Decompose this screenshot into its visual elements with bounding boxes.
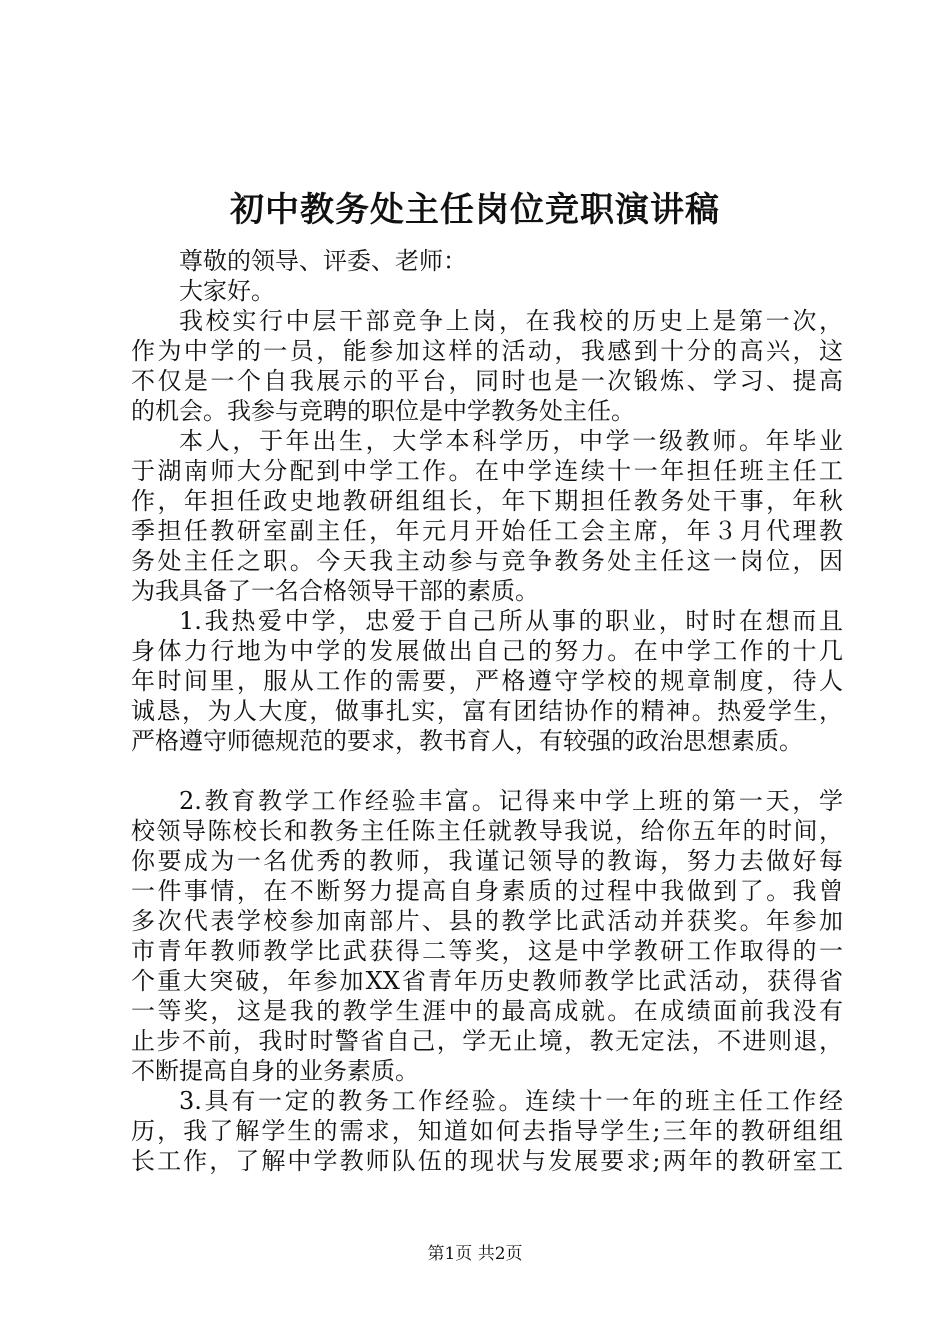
paragraph-line: 长工作，了解中学教师队伍的现状与发展要求;两年的教研室工 bbox=[131, 1147, 843, 1175]
paragraph-line: 本人，于年出生，大学本科学历，中学一级教师。年毕业 bbox=[179, 427, 843, 455]
paragraph-line: 个重大突破，年参加XX省青年历史教师教学比武活动，获得省 bbox=[131, 967, 843, 995]
paragraph-line: 2.教育教学工作经验丰富。记得来中学上班的第一天，学 bbox=[179, 787, 843, 815]
blank-line bbox=[131, 756, 843, 786]
paragraph-line: 历，我了解学生的需求，知道如何去指导学生;三年的教研组组 bbox=[131, 1117, 843, 1145]
page-footer: 第1页 共2页 bbox=[427, 1244, 523, 1264]
document-title: 初中教务处主任岗位竞职演讲稿 bbox=[230, 190, 720, 230]
document-body bbox=[131, 246, 843, 1176]
paragraph-line: 不断提高自身的业务素质。 bbox=[131, 1057, 419, 1085]
paragraph-line: 季担任教研室副主任，年元月开始任工会主席，年３月代理教 bbox=[131, 517, 843, 545]
paragraph-line: 诚恳，为人大度，做事扎实，富有团结协作的精神。热爱学生， bbox=[131, 697, 843, 725]
paragraph-line: 止步不前，我时时警省自己，学无止境，教无定法，不进则退， bbox=[131, 1027, 843, 1055]
paragraph-line: 为我具备了一名合格领导干部的素质。 bbox=[131, 577, 539, 605]
paragraph-line: 校领导陈校长和教务主任陈主任就教导我说，给你五年的时间， bbox=[131, 817, 843, 845]
paragraph-line: 于湖南师大分配到中学工作。在中学连续十一年担任班主任工 bbox=[131, 457, 843, 485]
paragraph-line: 一等奖，这是我的教学生涯中的最高成就。在成绩面前我没有 bbox=[131, 997, 843, 1025]
paragraph-line: 严格遵守师德规范的要求，教书育人，有较强的政治思想素质。 bbox=[131, 727, 803, 755]
paragraph-line: 一件事情，在不断努力提高自身素质的过程中我做到了。我曾 bbox=[131, 877, 843, 905]
paragraph-line: 尊敬的领导、评委、老师： bbox=[179, 247, 467, 275]
paragraph-line: 3.具有一定的教务工作经验。连续十一年的班主任工作经 bbox=[179, 1087, 843, 1115]
paragraph-line: 你要成为一名优秀的教师，我谨记领导的教诲，努力去做好每 bbox=[131, 847, 843, 875]
paragraph-line: 不仅是一个自我展示的平台，同时也是一次锻炼、学习、提高 bbox=[131, 367, 843, 395]
paragraph-line: 年时间里，服从工作的需要，严格遵守学校的规章制度，待人 bbox=[131, 667, 843, 695]
paragraph-line: 的机会。我参与竞聘的职位是中学教务处主任。 bbox=[131, 397, 635, 425]
paragraph-line: 身体力行地为中学的发展做出自己的努力。在中学工作的十几 bbox=[131, 637, 843, 665]
paragraph-line: 务处主任之职。今天我主动参与竞争教务处主任这一岗位，因 bbox=[131, 547, 843, 575]
paragraph-line: 1.我热爱中学，忠爱于自己所从事的职业，时时在想而且 bbox=[179, 607, 843, 635]
paragraph-line: 作为中学的一员，能参加这样的活动，我感到十分的高兴，这 bbox=[131, 337, 843, 365]
paragraph-line: 多次代表学校参加南部片、县的教学比武活动并获奖。年参加 bbox=[131, 907, 843, 935]
paragraph-line: 我校实行中层干部竞争上岗，在我校的历史上是第一次， bbox=[179, 307, 843, 335]
paragraph-line: 大家好。 bbox=[179, 277, 275, 305]
paragraph-line: 市青年教师教学比武获得二等奖，这是中学教研工作取得的一 bbox=[131, 937, 843, 965]
paragraph-line: 作，年担任政史地教研组组长，年下期担任教务处干事，年秋 bbox=[131, 487, 843, 515]
